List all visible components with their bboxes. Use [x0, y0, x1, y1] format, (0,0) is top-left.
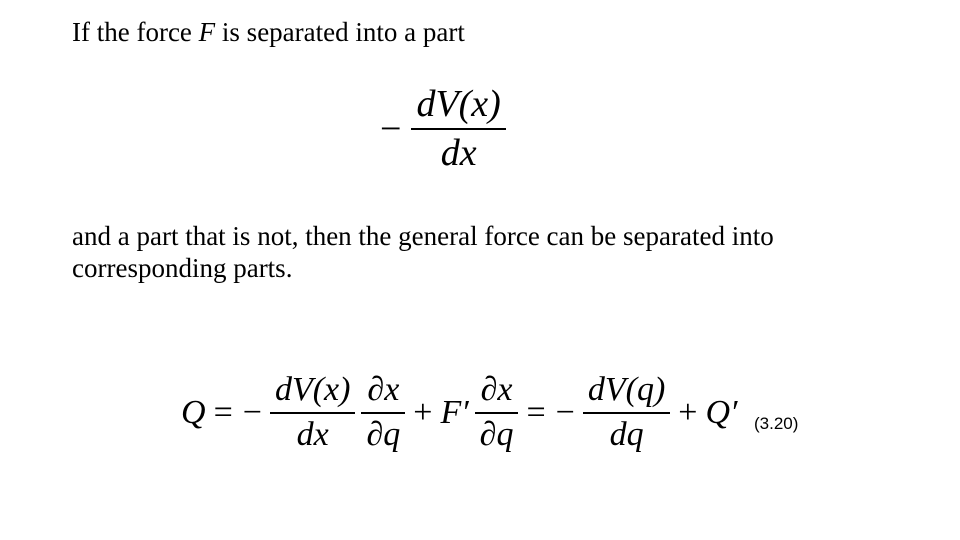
fraction-dx-dq [361, 372, 405, 453]
equation-number: (3.20) [754, 414, 799, 433]
fraction-denominator: ∂q [479, 415, 514, 453]
plus-sign-1: + [413, 393, 433, 431]
fraction-denominator: ∂q [366, 415, 401, 453]
minus-sign-2: − [555, 393, 575, 431]
equation-force-part [378, 84, 506, 174]
fraction-dx-dq [475, 372, 519, 453]
minus-sign: − [380, 108, 402, 151]
equation-3-20 [181, 372, 737, 453]
fraction-denominator: dq [609, 415, 644, 453]
fraction-numerator: ∂x [480, 371, 513, 408]
body-paragraph [72, 220, 852, 284]
symbol-q-prime: Q′ [705, 393, 738, 431]
body-line-1: and a part that is not, then the general force can be separated into [72, 221, 774, 251]
fraction-numerator: dV(x) [274, 371, 351, 408]
intro-sentence [72, 16, 465, 48]
plus-sign-2: + [678, 393, 698, 431]
fraction-dvx-dx [270, 372, 356, 453]
intro-symbol-f: F [198, 17, 216, 47]
fraction-numerator: ∂x [367, 371, 400, 408]
equals-sign-1: = [213, 393, 233, 431]
intro-text-before: If the force [72, 17, 199, 47]
fraction-numerator: dV(x) [416, 83, 501, 125]
symbol-f-prime: F′ [440, 393, 469, 431]
fraction-dvq-dq [583, 372, 670, 453]
symbol-q: Q [181, 393, 206, 431]
fraction-denominator: dx [440, 132, 477, 175]
body-line-2: corresponding parts. [72, 253, 293, 283]
fraction-dvx-dx [411, 84, 505, 174]
minus-sign-1: − [242, 393, 262, 431]
equals-sign-2: = [526, 393, 546, 431]
intro-text-after: is separated into a part [215, 17, 465, 47]
fraction-denominator: dx [296, 415, 329, 453]
fraction-numerator: dV(q) [587, 371, 666, 408]
